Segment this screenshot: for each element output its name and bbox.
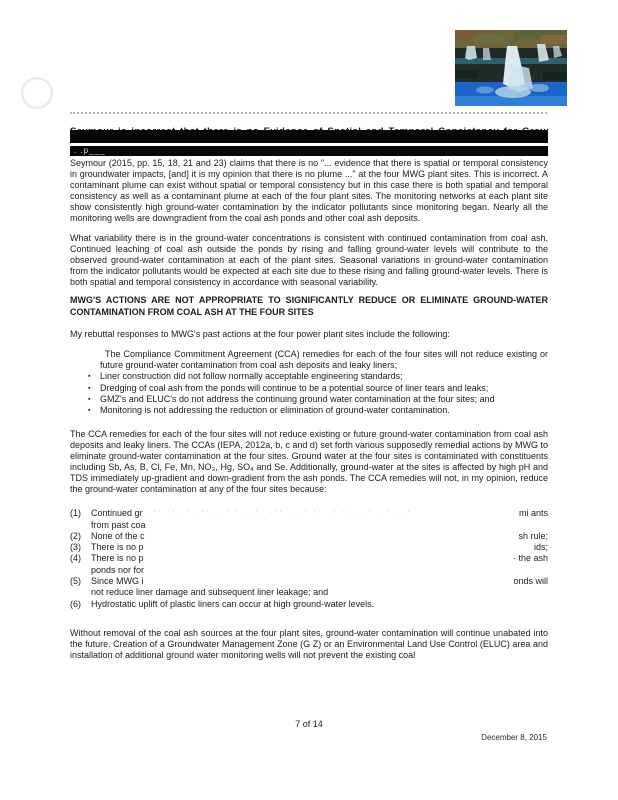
hole-punch-mark	[21, 77, 53, 109]
redacted-heading-line1	[70, 126, 548, 143]
item-text-fragment: onds will	[513, 576, 548, 586]
paragraph-cca-remedies: The CCA remedies for each of the four sites will not reduce existing or future ground-water contamination from coal ash deposits and leaky liners. The CCAs (IEPA, 2012a, b, c and d) set forth various supposedly remedial actions by MWG to eliminate ground-water contamination at the four sites. Ground water at the four sites is contaminated with constituents including Sb, As, B, Cl, Fe, Mn, NO₃, Hg, SO₄ and Se. Additionally, ground-water at the sites is affected by high pH and TDS immediately up-gradient and down-gradient from the ash ponds. The CCA remedies will not, in my opinion, reduce the ground-water contamination at any of the four sites because:	[70, 429, 548, 495]
faded-text-trace: ·'' ·'· '· ''· ·' '· ·'· ·'' · ·' '· ·' '·· ·' · '· ·'	[148, 510, 413, 518]
list-item	[70, 576, 548, 587]
bullet-icon: ▪	[88, 407, 91, 415]
item-number: (6)	[70, 598, 81, 609]
list-item	[70, 508, 548, 519]
list-item	[70, 531, 548, 542]
bullet-item-text: Liner construction did not follow normally acceptable engineering standards;	[100, 371, 403, 382]
list-item	[70, 542, 548, 553]
bullet-icon: ▪	[88, 395, 91, 403]
item-text-fragment: sh rule;	[518, 530, 548, 541]
redaction-bar	[70, 130, 548, 143]
item-text-fragment: Continued gr	[91, 508, 143, 519]
item-continuation: not reduce liner damage and subsequent liner leakage; and	[91, 587, 329, 598]
item-text-fragment: · the ash	[512, 553, 548, 564]
section-heading: MWG'S ACTIONS ARE NOT APPROPRIATE TO SIGNIFICANTLY REDUCE OR ELIMINATE GROUND-WATER CONTAMINATION FROM COAL ASH AT THE FOUR SITES	[70, 295, 548, 317]
horizontal-divider	[70, 112, 547, 114]
bullet-item-text: Dredging of coal ash from the ponds will continue to be a potential source of liner tears and leaks;	[100, 382, 489, 393]
item-number: (1)	[70, 508, 81, 519]
list-item	[70, 553, 548, 564]
cca-list-block	[70, 349, 548, 416]
redacted-heading-line2: . .p___	[70, 146, 548, 156]
page-number: 7 of 14	[295, 719, 323, 729]
footer-date: December 8, 2015	[481, 733, 547, 742]
item-number: (2)	[70, 530, 81, 541]
list-item	[88, 405, 548, 416]
paragraph-variability: What variability there is in the ground-water concentrations is consistent with continued contamination from coal ash. Continued leaching of coal ash outside the ponds by rising and falling ground-water levels will contribute to the observed ground-water contamination at each of the plant sites. Seasonal variations in ground-water contamination from the indicator pollutants would be expected at each site due to these rising and falling ground-water levels. There is both spatial and temporal consistency in accordance with seasonal variability.	[70, 233, 548, 287]
bullet-icon: ▪	[88, 373, 91, 381]
erased-gap	[144, 542, 534, 553]
item-continuation: from past coa	[91, 519, 146, 530]
erased-gap	[145, 531, 519, 542]
item-text-fragment: There is no p	[91, 542, 144, 553]
item-number: (3)	[70, 542, 81, 553]
list-item	[88, 383, 548, 394]
erased-gap	[144, 553, 513, 564]
item-continuation: ponds nor for	[91, 564, 145, 575]
item-text: Hydrostatic uplift of plastic liners can occur at high ground-water levels.	[91, 598, 375, 609]
waterfall-photo	[455, 30, 567, 106]
erased-gap	[144, 576, 514, 587]
list-item	[88, 371, 548, 382]
item-text-fragment: ids;	[533, 542, 548, 553]
item-text-fragment: mi ants	[518, 508, 548, 519]
bullet-item-text: Monitoring is not addressing the reduction or elimination of ground-water contamination.	[100, 405, 450, 416]
list-item	[70, 599, 548, 610]
numbered-list	[70, 508, 548, 610]
waterfall-photo-image	[455, 30, 567, 106]
item-number: (4)	[70, 553, 81, 564]
rebuttal-intro: My rebuttal responses to MWG's past actions at the four power plant sites include the following:	[70, 329, 450, 339]
bullet-item-text: GMZ's and ELUC's do not address the continuing ground water contamination at the four sites; and	[100, 393, 495, 404]
bullet-icon: ▪	[88, 384, 91, 392]
cca-lead-item: The Compliance Commitment Agreement (CCA) remedies for each of the four sites will not reduce existing or future ground-water contamination from coal ash deposits and leaky liners;	[100, 349, 548, 371]
paragraph-closing: Without removal of the coal ash sources at the four plant sites, ground-water contamination will continue unabated into the future. Creation of a Groundwater Management Zone (G Z) or an Environmental Land Use Control (ELUC) area and installation of additional ground water monitoring wells will not prevent the existing coal	[70, 627, 548, 660]
document-body	[70, 126, 548, 661]
item-text-fragment: Since MWG i	[91, 576, 144, 586]
paragraph-seymour-claims: Seymour (2015, pp. 15, 18, 21 and 23) claims that there is no "... evidence that there is spatial or temporal consistency in groundwater impacts, [and] it is my opinion that there is no plume ..." at the four MWG plant sites. This is incorrect. A contaminant plume can exist without spatial or temporal consistency but in this case there is both spatial and temporal consistency as well as a contaminant plume at each of the four plant sites. The monitoring networks at each plant site show consistently high ground-water contamination by the indicator pollutants since monitoring began. Nearly all the monitoring wells are downgradient from the coal ash ponds and other coal ash deposits.	[70, 158, 548, 223]
item-text-fragment: There is no p	[91, 553, 144, 564]
item-number: (5)	[70, 576, 81, 586]
item-text-fragment: None of the c	[91, 530, 145, 541]
list-item	[88, 394, 548, 405]
